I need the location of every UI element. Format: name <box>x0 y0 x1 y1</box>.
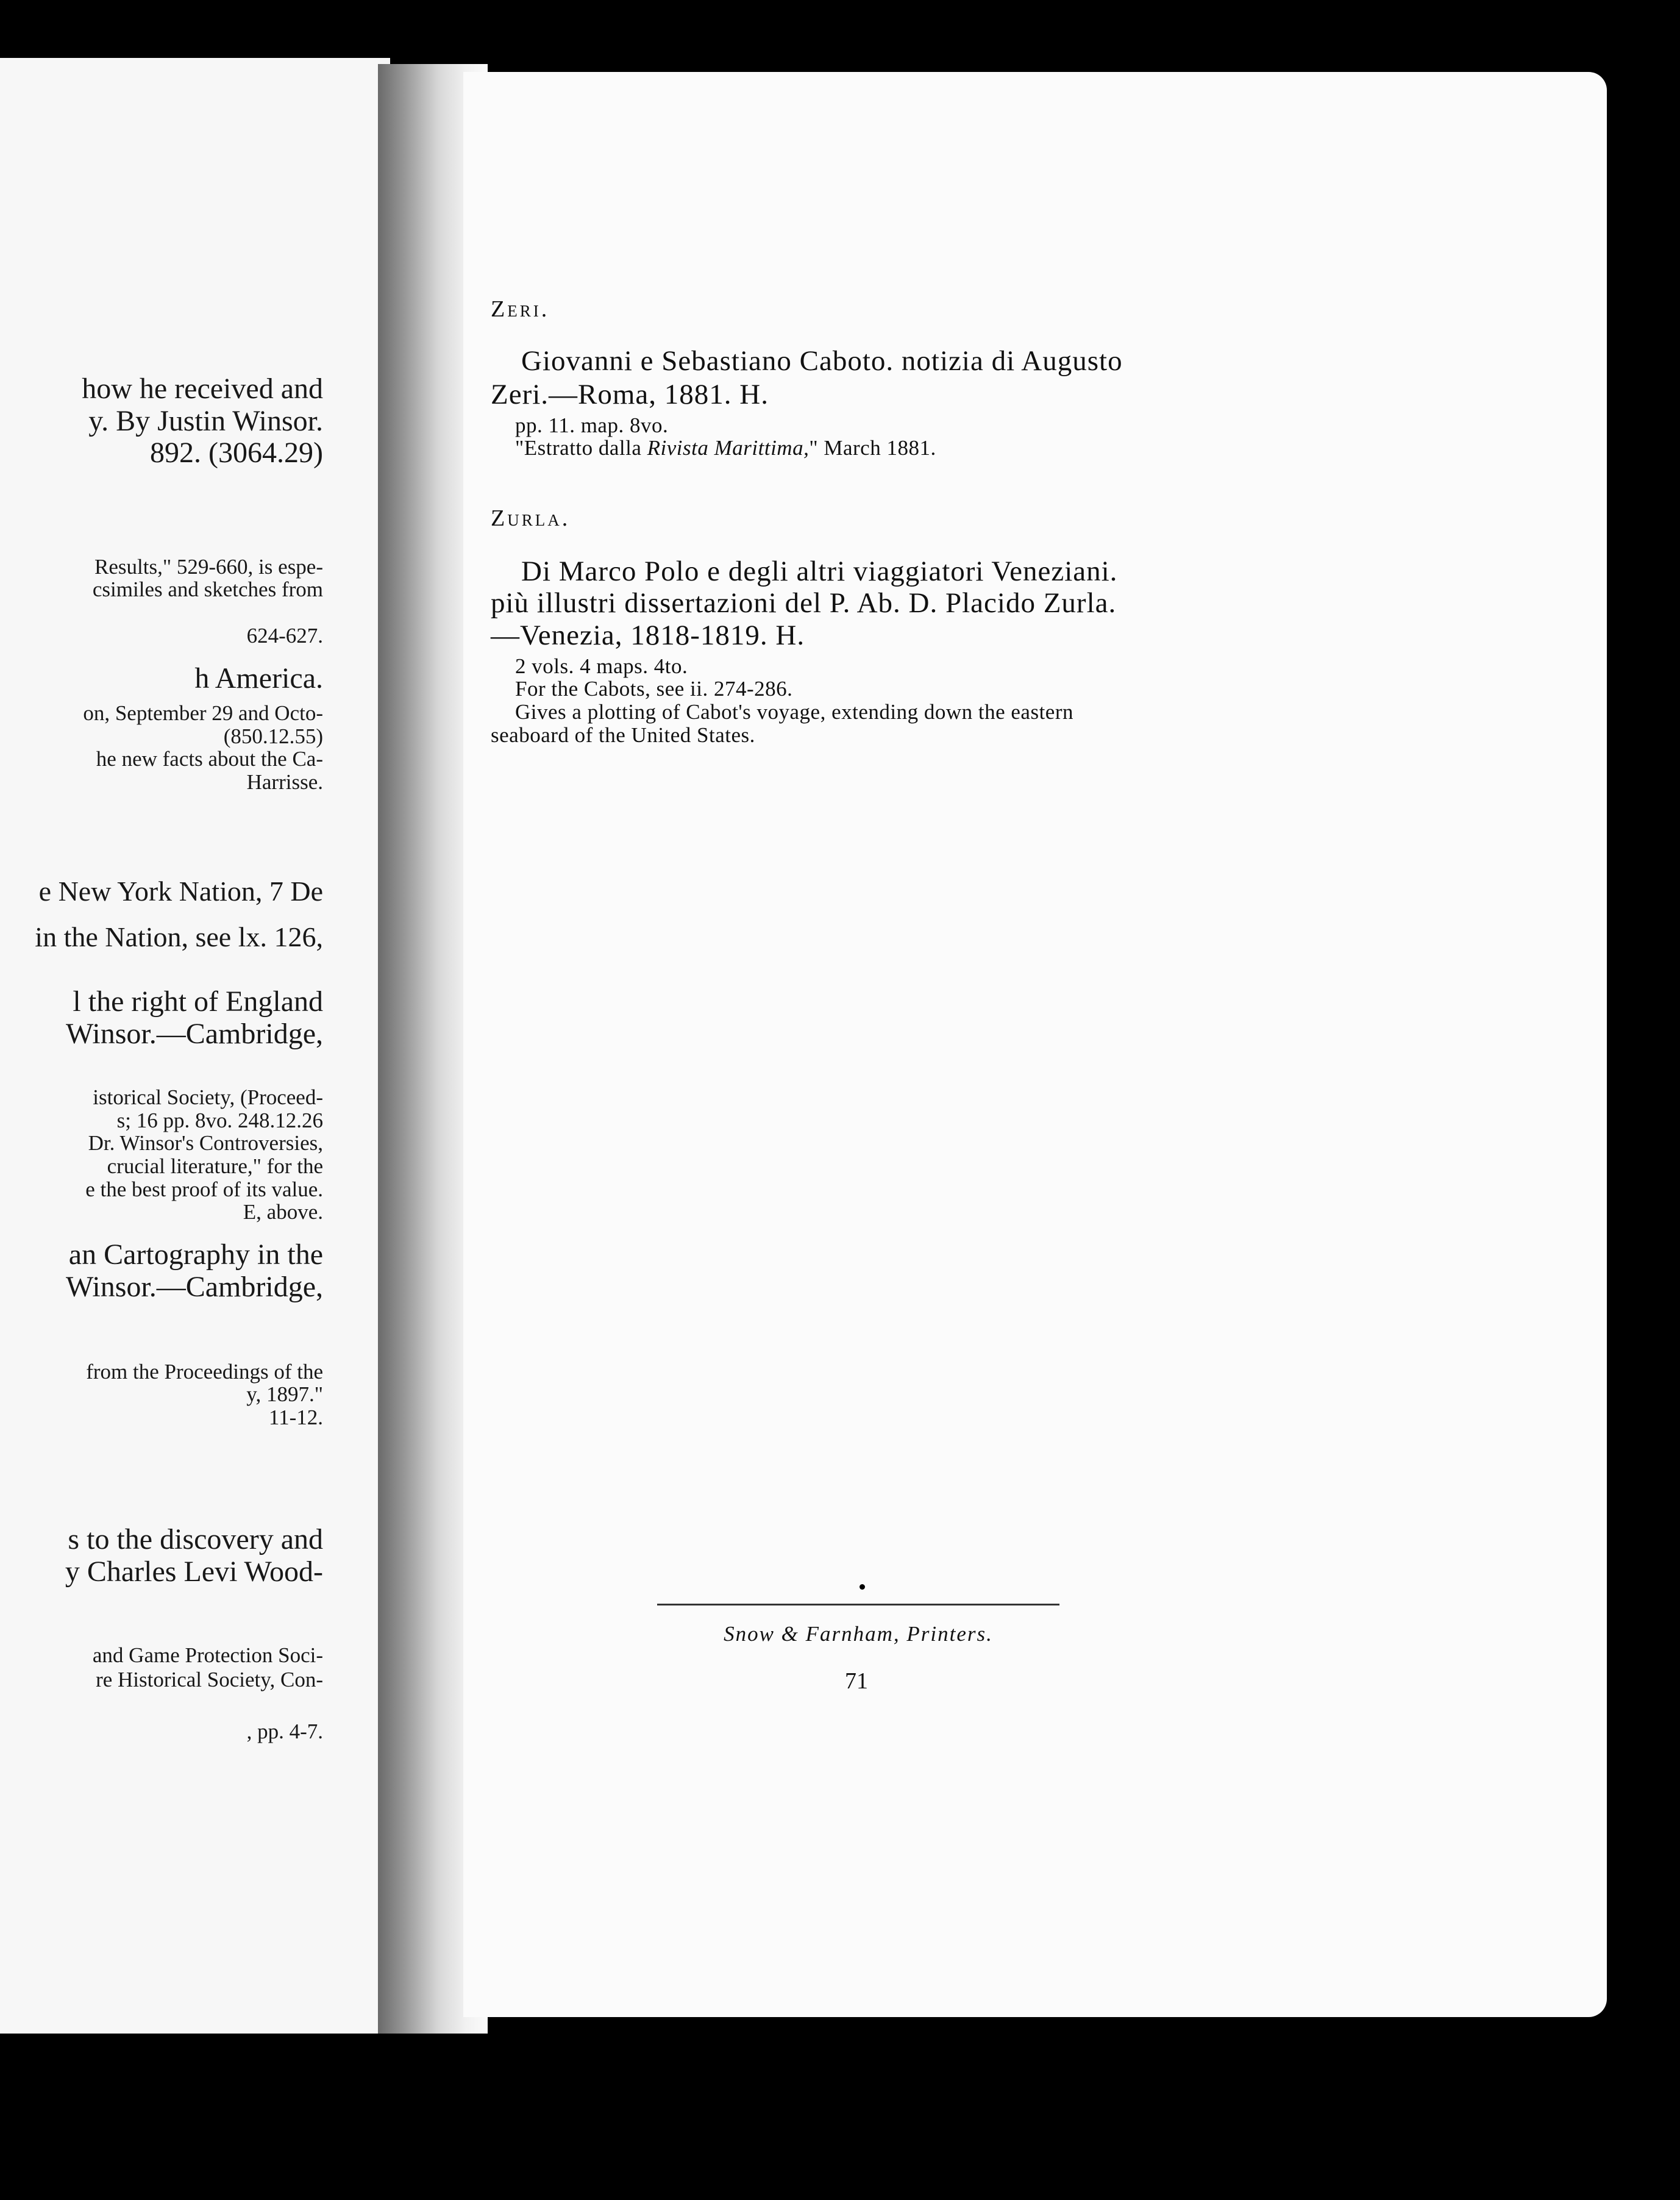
left-line: l the right of England <box>73 985 323 1018</box>
left-line: in the Nation, see lx. 126, <box>35 921 323 952</box>
left-line: Dr. Winsor's Controversies, <box>88 1131 323 1155</box>
left-line: e the best proof of its value. <box>85 1177 323 1201</box>
entry-note: pp. 11. map. 8vo. <box>515 413 669 437</box>
left-line: Winsor.—Cambridge, <box>65 1271 323 1303</box>
left-line: h America. <box>194 662 323 695</box>
left-line: , pp. 4-7. <box>246 1720 323 1743</box>
left-line: Winsor.—Cambridge, <box>65 1018 323 1050</box>
left-line: y, 1897." <box>246 1382 323 1406</box>
entry-note: Gives a plotting of Cabot's voyage, extending down the eastern <box>515 700 1073 724</box>
left-line: from the Proceedings of the <box>86 1360 323 1384</box>
entry-title-line: Di Marco Polo e degli altri viaggiatori Veneziani. <box>521 555 1118 587</box>
footer-rule <box>657 1604 1059 1605</box>
entry-title-line: Giovanni e Sebastiano Caboto. notizia di Augusto <box>521 345 1123 377</box>
left-line: s to the discovery and <box>68 1523 323 1555</box>
left-line: s; 16 pp. 8vo. 248.12.26 <box>116 1109 323 1132</box>
left-line: crucial literature," for the <box>107 1154 323 1178</box>
entry-note: 2 vols. 4 maps. 4to. <box>515 654 688 678</box>
left-line: and Game Protection Soci- <box>92 1643 323 1667</box>
note-text: " March 1881. <box>809 436 936 460</box>
entry-note: For the Cabots, see ii. 274-286. <box>515 677 793 701</box>
printer-imprint: Snow & Farnham, Printers. <box>724 1622 993 1646</box>
page-number: 71 <box>845 1668 868 1694</box>
entry-heading: Zeri. <box>491 296 550 322</box>
left-line: an Cartography in the <box>68 1238 323 1271</box>
left-line: he new facts about the Ca- <box>96 747 323 771</box>
left-line: E, above. <box>243 1200 323 1224</box>
scan-speck <box>1146 18 1183 24</box>
left-line: 624-627. <box>246 624 323 648</box>
left-line: Results," 529-660, is espe- <box>94 555 323 579</box>
entry-title-line: —Venezia, 1818-1819. H. <box>491 620 805 651</box>
left-line: 892. (3064.29) <box>150 437 323 469</box>
note-text: "Estratto dalla <box>515 436 647 460</box>
left-line: on, September 29 and Octo- <box>83 701 323 725</box>
left-line: csimiles and sketches from <box>92 577 323 601</box>
left-line: 11-12. <box>268 1405 323 1429</box>
left-line: y. By Justin Winsor. <box>88 405 323 437</box>
left-line: re Historical Society, Con- <box>96 1668 323 1691</box>
left-line: Harrisse. <box>246 770 323 794</box>
entry-note: seaboard of the United States. <box>491 723 755 747</box>
scan-speck <box>277 5 286 11</box>
left-line: how he received and <box>82 373 323 405</box>
ornament-dot <box>860 1584 865 1590</box>
periodical-title: Rivista Marittima, <box>647 436 810 460</box>
entry-title-line: più illustri dissertazioni del P. Ab. D. Placido Zurla. <box>491 587 1117 619</box>
left-line: e New York Nation, 7 De <box>38 876 323 907</box>
left-line: y Charles Levi Wood- <box>65 1555 323 1588</box>
entry-heading: Zurla. <box>491 505 571 531</box>
left-line: (850.12.55) <box>223 724 323 748</box>
left-page <box>0 58 390 2034</box>
entry-title-line: Zeri.—Roma, 1881. H. <box>491 379 769 410</box>
left-line: istorical Society, (Proceed- <box>93 1085 323 1109</box>
entry-note <box>515 436 936 460</box>
